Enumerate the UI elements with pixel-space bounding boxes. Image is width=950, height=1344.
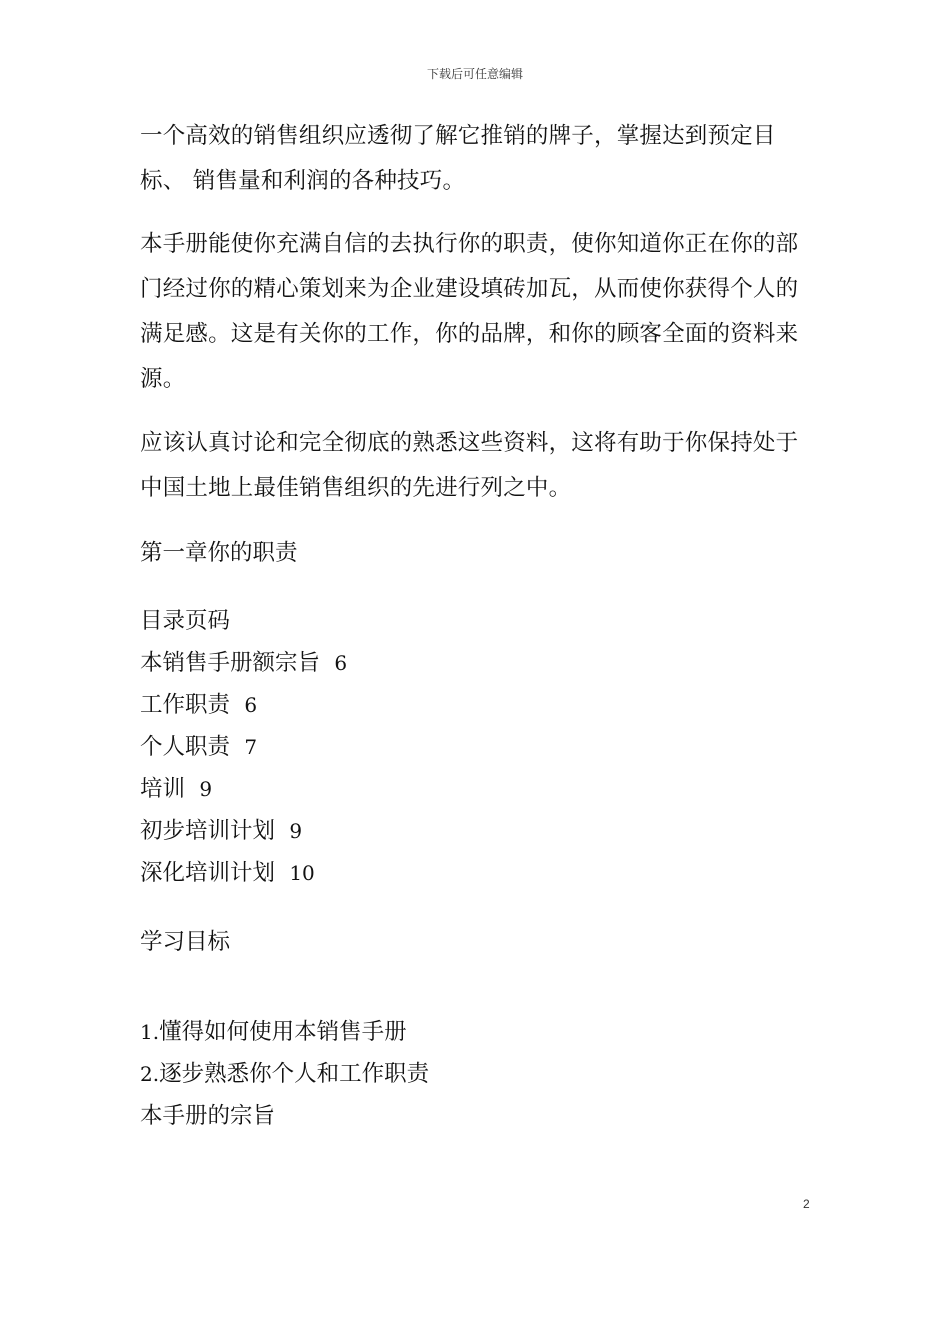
toc-item xyxy=(140,726,820,768)
objectives-list xyxy=(140,1011,820,1137)
objectives-title: 学习目标 xyxy=(140,929,231,955)
toc-item xyxy=(140,810,820,852)
toc xyxy=(140,600,820,894)
toc-item-page: 10 xyxy=(289,861,315,885)
toc-item-label: 工作职责 xyxy=(140,692,231,718)
toc-item-page: 9 xyxy=(289,819,303,843)
section-title: 本手册的宗旨 xyxy=(140,1103,276,1129)
objective-number: 1. xyxy=(140,1020,160,1044)
toc-item-page: 9 xyxy=(199,777,213,801)
objective-text: 逐步熟悉你个人和工作职责 xyxy=(159,1061,430,1087)
toc-item-label: 个人职责 xyxy=(140,734,231,760)
toc-item-page: 6 xyxy=(244,693,258,717)
paragraph-1: 一个高效的销售组织应透彻了解它推销的牌子，掌握达到预定目标、 销售量和利润的各种技巧。 xyxy=(140,123,776,194)
paragraph-2: 本手册能使你充满自信的去执行你的职责，使你知道你正在你的部门经过你的精心策划来为企业建设填砖加瓦，从而使你获得个人的满足感。这是有关你的工作，你的品牌，和你的顾客全面的资料来源。 xyxy=(140,231,799,392)
header-note: 下载后可任意编辑 xyxy=(426,67,523,81)
page-number: 2 xyxy=(803,1197,810,1211)
objective-number: 2. xyxy=(140,1062,160,1086)
toc-item-page: 7 xyxy=(244,735,258,759)
objective-text: 懂得如何使用本销售手册 xyxy=(159,1019,407,1045)
objective-item xyxy=(140,1011,820,1053)
toc-item xyxy=(140,768,820,810)
objective-item xyxy=(140,1053,820,1095)
toc-item-label: 深化培训计划 xyxy=(140,860,276,886)
toc-item xyxy=(140,684,820,726)
toc-item-page: 6 xyxy=(334,651,348,675)
paragraph-3: 应该认真讨论和完全彻底的熟悉这些资料，这将有助于你保持处于中国土地上最佳销售组织的先进行列之中。 xyxy=(140,430,799,501)
toc-item xyxy=(140,642,820,684)
toc-item-label: 本销售手册额宗旨 xyxy=(140,650,321,676)
toc-item-label: 初步培训计划 xyxy=(140,818,276,844)
toc-header: 目录页码 xyxy=(140,608,231,634)
toc-item-label: 培训 xyxy=(140,776,186,802)
toc-item xyxy=(140,852,820,894)
chapter-title: 第一章你的职责 xyxy=(140,540,298,566)
